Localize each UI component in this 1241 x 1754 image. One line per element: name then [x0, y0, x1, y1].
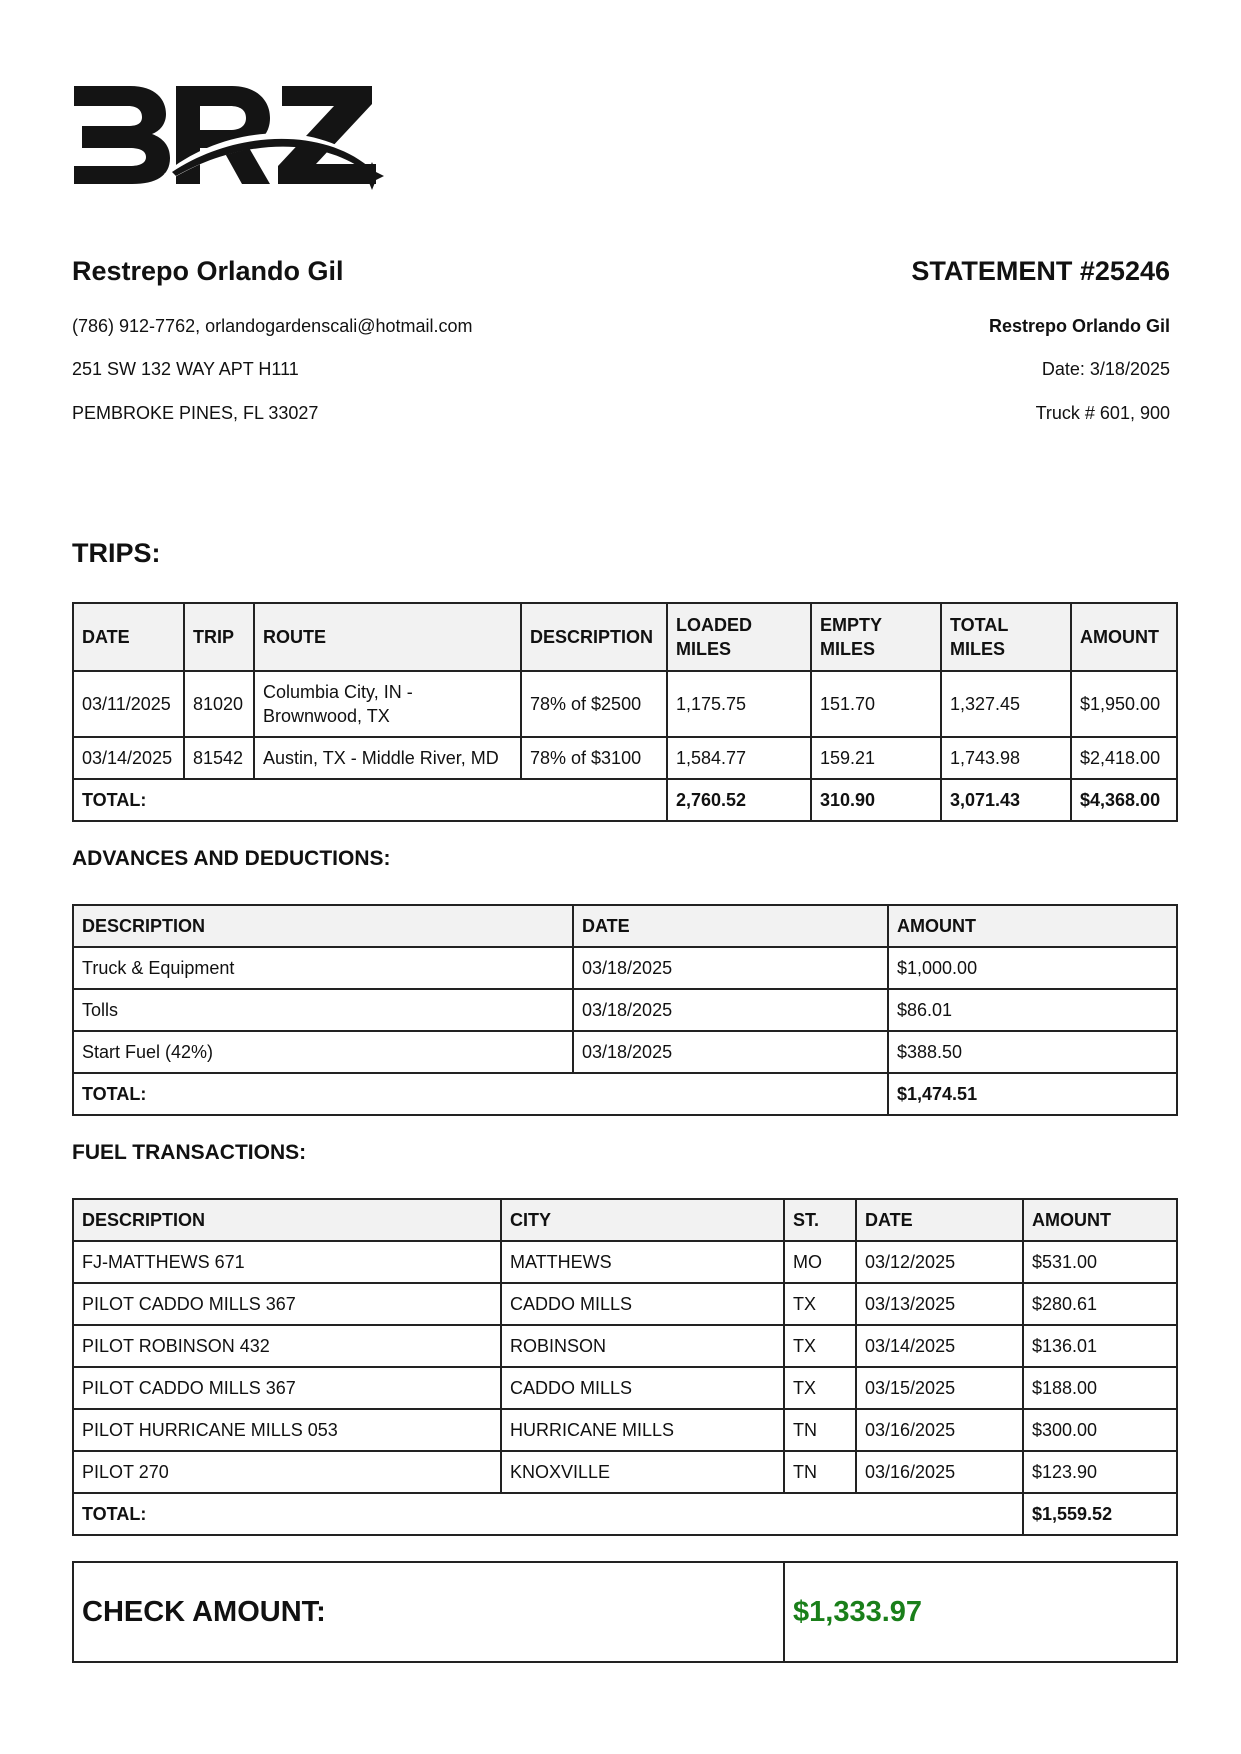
- advances-title: ADVANCES AND DEDUCTIONS:: [72, 847, 391, 870]
- col-header: AMOUNT: [1071, 603, 1177, 671]
- cell: $1,950.00: [1071, 671, 1177, 737]
- cell: 1,327.45: [941, 671, 1071, 737]
- table-row: [73, 1409, 1177, 1451]
- cell: HURRICANE MILLS: [501, 1409, 784, 1451]
- cell: $86.01: [888, 989, 1177, 1031]
- col-header: AMOUNT: [888, 905, 1177, 947]
- col-header: DATE: [573, 905, 888, 947]
- cell: $1,000.00: [888, 947, 1177, 989]
- col-header: DATE: [856, 1199, 1023, 1241]
- cell: MATTHEWS: [501, 1241, 784, 1283]
- col-header: DESCRIPTION: [521, 603, 667, 671]
- check-amount-label: CHECK AMOUNT:: [73, 1562, 784, 1662]
- cell: Start Fuel (42%): [73, 1031, 573, 1073]
- cell: 03/12/2025: [856, 1241, 1023, 1283]
- col-header: DATE: [73, 603, 184, 671]
- cell: 03/14/2025: [73, 737, 184, 779]
- statement-date: Date: 3/18/2025: [1041, 359, 1170, 379]
- cell: Truck & Equipment: [73, 947, 573, 989]
- cell: $188.00: [1023, 1367, 1177, 1409]
- cell: FJ-MATTHEWS 671: [73, 1241, 501, 1283]
- cell: TN: [784, 1451, 856, 1493]
- total-label: TOTAL:: [73, 779, 667, 821]
- cell: 03/18/2025: [573, 1031, 888, 1073]
- cell: 1,743.98: [941, 737, 1071, 779]
- table-row: [73, 1031, 1177, 1073]
- cell: 03/18/2025: [573, 947, 888, 989]
- trips-table: [72, 602, 1178, 822]
- table-row: [73, 947, 1177, 989]
- advances-header-row: [73, 905, 1177, 947]
- cell: 1,584.77: [667, 737, 811, 779]
- table-row: [73, 1451, 1177, 1493]
- col-header: ST.: [784, 1199, 856, 1241]
- cell: $388.50: [888, 1031, 1177, 1073]
- cell: 03/13/2025: [856, 1283, 1023, 1325]
- col-header: TOTAL MILES: [941, 603, 1071, 671]
- cell: KNOXVILLE: [501, 1451, 784, 1493]
- check-amount-value: $1,333.97: [784, 1562, 1177, 1662]
- cell: 03/15/2025: [856, 1367, 1023, 1409]
- statement-info: [650, 254, 1170, 288]
- total-empty-miles: 310.90: [811, 779, 941, 821]
- fuel-header-row: [73, 1199, 1177, 1241]
- cell: 81020: [184, 671, 254, 737]
- cell: 03/11/2025: [73, 671, 184, 737]
- total-amount: $1,474.51: [888, 1073, 1177, 1115]
- cell: TX: [784, 1367, 856, 1409]
- advances-table: [72, 904, 1178, 1116]
- driver-contact: (786) 912-7762, orlandogardenscali@hotmail.com: [72, 316, 473, 336]
- table-row: [73, 1367, 1177, 1409]
- cell: 1,175.75: [667, 671, 811, 737]
- cell: Columbia City, IN - Brownwood, TX: [254, 671, 521, 737]
- cell: 159.21: [811, 737, 941, 779]
- brz-logo: [72, 78, 384, 193]
- cell: $280.61: [1023, 1283, 1177, 1325]
- statement-truck: Truck # 601, 900: [1035, 403, 1170, 423]
- table-row: [73, 1241, 1177, 1283]
- cell: 81542: [184, 737, 254, 779]
- total-amount: $4,368.00: [1071, 779, 1177, 821]
- col-header: EMPTY MILES: [811, 603, 941, 671]
- cell: $2,418.00: [1071, 737, 1177, 779]
- advances-total-row: [73, 1073, 1177, 1115]
- cell: CADDO MILLS: [501, 1283, 784, 1325]
- cell: 03/16/2025: [856, 1451, 1023, 1493]
- cell: 78% of $3100: [521, 737, 667, 779]
- col-header: AMOUNT: [1023, 1199, 1177, 1241]
- driver-address-line1: 251 SW 132 WAY APT H111: [72, 359, 299, 379]
- cell: TN: [784, 1409, 856, 1451]
- col-header: ROUTE: [254, 603, 521, 671]
- cell: 03/14/2025: [856, 1325, 1023, 1367]
- cell: TX: [784, 1325, 856, 1367]
- trips-total-row: [73, 779, 1177, 821]
- cell: Austin, TX - Middle River, MD: [254, 737, 521, 779]
- col-header: DESCRIPTION: [73, 1199, 501, 1241]
- trips-title: TRIPS:: [72, 538, 161, 568]
- col-header: LOADED MILES: [667, 603, 811, 671]
- check-amount-box: [72, 1561, 1178, 1663]
- driver-address-line2: PEMBROKE PINES, FL 33027: [72, 403, 319, 423]
- col-header: DESCRIPTION: [73, 905, 573, 947]
- table-row: [73, 671, 1177, 737]
- cell: CADDO MILLS: [501, 1367, 784, 1409]
- cell: MO: [784, 1241, 856, 1283]
- statement-title: STATEMENT #25246: [911, 256, 1170, 286]
- total-miles: 3,071.43: [941, 779, 1071, 821]
- cell: PILOT HURRICANE MILLS 053: [73, 1409, 501, 1451]
- fuel-table: [72, 1198, 1178, 1536]
- table-row: [73, 989, 1177, 1031]
- cell: Tolls: [73, 989, 573, 1031]
- cell: 03/18/2025: [573, 989, 888, 1031]
- cell: $136.01: [1023, 1325, 1177, 1367]
- driver-name: Restrepo Orlando Gil: [72, 256, 344, 286]
- cell: PILOT ROBINSON 432: [73, 1325, 501, 1367]
- cell: PILOT 270: [73, 1451, 501, 1493]
- fuel-title: FUEL TRANSACTIONS:: [72, 1141, 307, 1164]
- cell: $531.00: [1023, 1241, 1177, 1283]
- total-label: TOTAL:: [73, 1073, 888, 1115]
- col-header: TRIP: [184, 603, 254, 671]
- cell: 78% of $2500: [521, 671, 667, 737]
- cell: TX: [784, 1283, 856, 1325]
- trips-header-row: [73, 603, 1177, 671]
- cell: PILOT CADDO MILLS 367: [73, 1367, 501, 1409]
- cell: 03/16/2025: [856, 1409, 1023, 1451]
- table-row: [73, 1325, 1177, 1367]
- statement-payee: Restrepo Orlando Gil: [988, 316, 1170, 336]
- cell: ROBINSON: [501, 1325, 784, 1367]
- table-row: [73, 1283, 1177, 1325]
- total-label: TOTAL:: [73, 1493, 1023, 1535]
- driver-info: [72, 254, 672, 288]
- cell: $300.00: [1023, 1409, 1177, 1451]
- fuel-total-row: [73, 1493, 1177, 1535]
- cell: 151.70: [811, 671, 941, 737]
- col-header: CITY: [501, 1199, 784, 1241]
- total-amount: $1,559.52: [1023, 1493, 1177, 1535]
- cell: PILOT CADDO MILLS 367: [73, 1283, 501, 1325]
- cell: $123.90: [1023, 1451, 1177, 1493]
- table-row: [73, 737, 1177, 779]
- total-loaded-miles: 2,760.52: [667, 779, 811, 821]
